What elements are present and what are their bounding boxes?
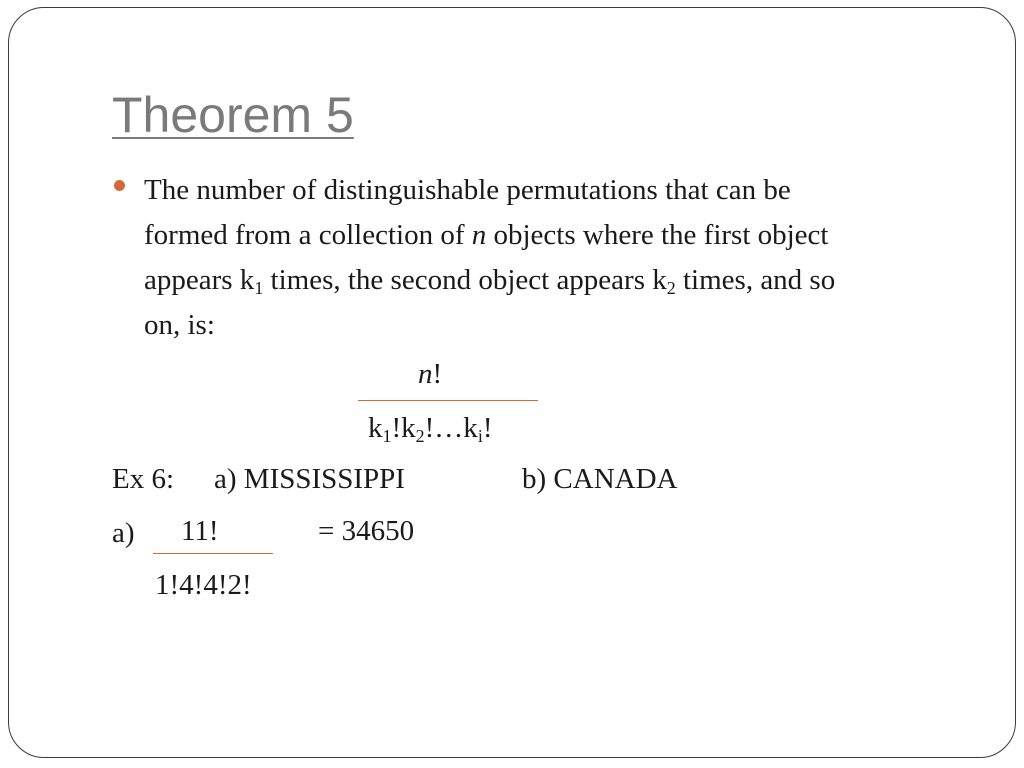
solution-numerator: 11!: [181, 515, 219, 547]
statement-line-3: appears $k_1$ times, the second object appears $k_2$ times, and so: [144, 264, 836, 299]
formula-fraction-bar: [358, 400, 538, 401]
example-part-a: a) MISSISSIPPI: [214, 463, 405, 495]
formula-numerator: n!: [418, 358, 443, 390]
solution-denominator: 1!4!4!2!: [155, 569, 252, 601]
solution-result: = 34650: [318, 515, 415, 547]
statement-line-4: on, is:: [144, 309, 215, 341]
solution-fraction-bar: [153, 553, 273, 554]
example-label: Ex 6:: [112, 463, 175, 495]
example-part-b: b) CANADA: [522, 463, 678, 495]
theorem-statement: [144, 168, 964, 348]
bullet-dot-icon: [114, 180, 125, 191]
solution-label: a): [112, 517, 135, 549]
slide-title: Theorem 5: [112, 87, 354, 143]
formula-denominator: $k_1!k_2!\dots k_i$!: [368, 412, 493, 447]
statement-line-2: formed from a collection of n objects where the first object: [144, 219, 829, 251]
statement-line-1: The number of distinguishable permutations that can be: [144, 174, 791, 206]
